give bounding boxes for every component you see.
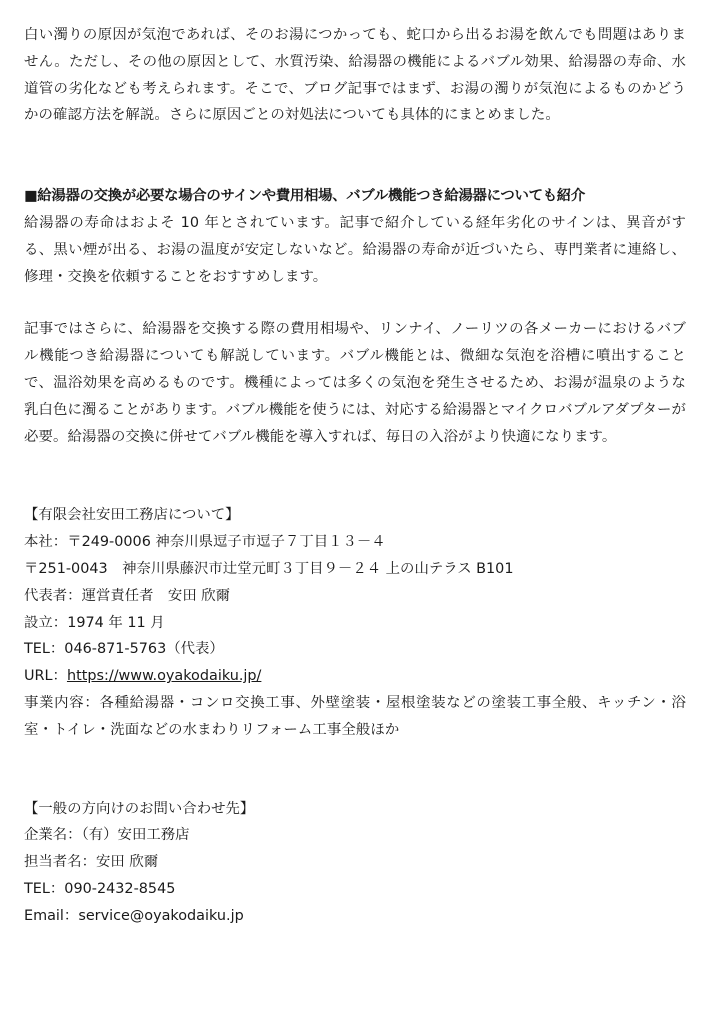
section-paragraph-1: 給湯器の寿命はおよそ 10 年とされています。記事で紹介している経年劣化のサインは、異音がする、黒い煙が出る、お湯の温度が安定しないなど。給湯器の寿命が近づいたら、専門業者に連絡し、修理・交換を依頼することをおすすめします。	[24, 214, 686, 285]
founded-value: 1974 年 11 月	[67, 614, 165, 631]
contact-email-value: service@oyakodaiku.jp	[78, 907, 244, 924]
intro-paragraph: 白い濁りの原因が気泡であれば、そのお湯につかっても、蛇口から出るお湯を飲んでも問題はありません。ただし、その他の原因として、水質汚染、給湯器の機能によるバブル効果、給湯器の寿命、水道管の劣化なども考えられます。そこで、ブログ記事ではまず、お湯の濁りが気泡によるものかどうかの確認方法を解説。さらに原因ごとの対処法についても具体的にまとめました。	[24, 27, 686, 124]
founded-label: 設立：	[24, 614, 68, 631]
company-business-line	[24, 690, 686, 744]
company-info	[24, 502, 686, 743]
rep-label: 代表者：	[24, 587, 82, 604]
company-tel-line	[24, 636, 686, 663]
contact-company-line	[24, 822, 686, 849]
spacer	[24, 129, 686, 183]
address-main: 〒249-0006 神奈川県逗子市逗子７丁目１３－４	[67, 534, 386, 551]
contact-info	[24, 796, 686, 930]
company-url-line	[24, 663, 686, 690]
section-paragraph-2: 記事ではさらに、給湯器を交換する際の費用相場や、リンナイ、ノーリツの各メーカーにおけるバブル機能つき給湯器についても解説しています。バブル機能とは、微細な気泡を浴槽に噴出することで、温浴効果を高めるものです。機種によっては多くの気泡を発生させるため、お湯が温泉のような乳白色に濁ることがあります。バブル機能を使うには、対応する給湯器とマイクロバブルアダプターが必要。給湯器の交換に併せてバブル機能を導入すれば、毎日の入浴がより快適になります。	[24, 321, 686, 445]
contact-tel-label: TEL：	[24, 880, 65, 897]
tel-label: TEL：	[24, 641, 65, 658]
company-address-line	[24, 529, 686, 556]
company-branch-address: 〒251-0043 神奈川県藤沢市辻堂元町３丁目９－２４ 上の山テラス B101	[24, 560, 514, 577]
contact-tel-line	[24, 876, 686, 903]
business-label: 事業内容：	[24, 694, 100, 711]
contact-email-label: Email：	[24, 907, 79, 924]
business-value: 各種給湯器・コンロ交換工事、外壁塗装・屋根塗装などの塗装工事全般、キッチン・浴室・トイレ・洗面などの水まわりリフォーム工事全般ほか	[24, 694, 686, 738]
company-founded-line	[24, 610, 686, 637]
contact-email-line	[24, 903, 686, 930]
contact-tel-value: 090-2432-8545	[64, 880, 176, 897]
rep-value: 運営責任者 安田 欣爾	[81, 587, 231, 604]
contact-info-title: 【一般の方向けのお問い合わせ先】	[24, 800, 255, 817]
spacer	[24, 450, 686, 502]
company-rep-line	[24, 583, 686, 610]
contact-person-value: 安田 欣爾	[95, 854, 159, 871]
spacer	[24, 290, 686, 316]
section-heading: ■給湯器の交換が必要な場合のサインや費用相場、バブル機能つき給湯器についても紹介	[24, 188, 585, 205]
url-label: URL：	[24, 668, 67, 685]
press-release-page	[24, 22, 686, 930]
tel-value: 046-871-5763（代表）	[64, 641, 224, 658]
contact-company-value: （有）安田工務店	[81, 827, 190, 844]
address-label: 本社：	[24, 534, 68, 551]
contact-person-label: 担当者名：	[24, 854, 96, 871]
company-info-title: 【有限会社安田工務店について】	[24, 507, 240, 524]
company-url-link[interactable]: https://www.oyakodaiku.jp/	[66, 668, 262, 685]
contact-person-line	[24, 849, 686, 876]
contact-company-label: 企業名：	[24, 827, 82, 844]
spacer	[24, 744, 686, 796]
